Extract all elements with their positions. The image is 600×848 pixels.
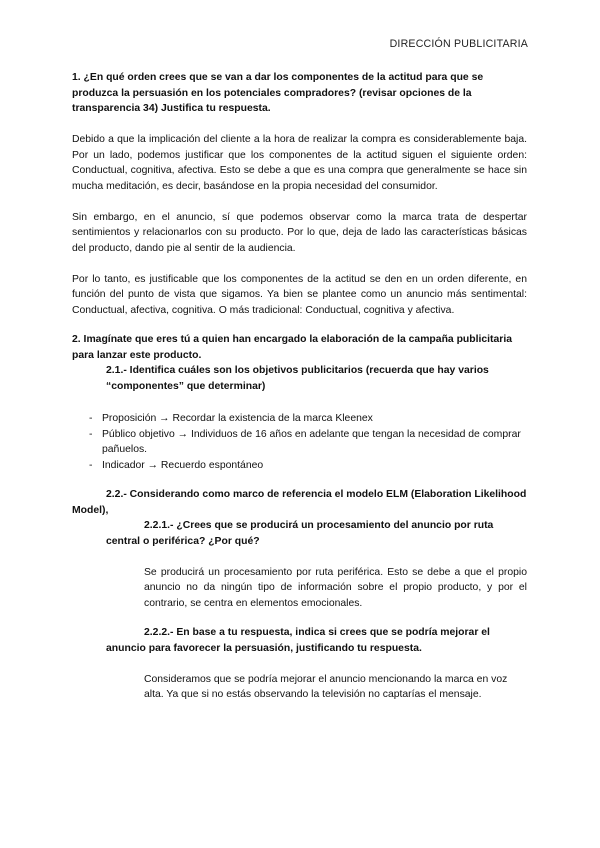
dash-bullet-icon: -: [89, 459, 93, 471]
question-1: 1. ¿En qué orden crees que se van a dar los componentes de la actitud para que se produzca la persuasión en los potenciales compradores? (revisar opciones de la transparencia 34) Justifica tu respuesta.: [72, 72, 484, 114]
list-item: [72, 458, 527, 474]
section-2-2-heading: 2.2.- Considerando como marco de referencia el modelo ELM (Elaboration Likelihood Model),: [72, 489, 527, 516]
document-body: [72, 70, 527, 703]
dash-bullet-icon: -: [89, 428, 93, 440]
dash-bullet-icon: -: [89, 413, 93, 424]
answer-1-paragraph-3: Por lo tanto, es justificable que los componentes de la actitud se den en un orden diferente, en función del punto de vista que sigamos. Ya bien se plantee como un anuncio más sentimental: Conductual, afectiva, cognitiva. O más tradicional: Conductual, cognitiva y afectiva.: [72, 273, 527, 316]
list-item: [72, 411, 527, 427]
page-header: DIRECCIÓN PUBLICITARIA: [389, 38, 528, 50]
answer-1-paragraph-2: Sin embargo, en el anuncio, sí que podemos observar como la marca trata de despertar sentimientos y relacionarlos con su producto. Por lo que, deja de lado las características básicas del producto, dando pie al sentir de la audiencia.: [72, 211, 527, 254]
section-2-2-1-answer: Se producirá un procesamiento por ruta periférica. Esto se debe a que el propio anuncio no da ningún tipo de información sobre el propio producto, y por el contrario, se centra en elementos emocionales.: [144, 566, 527, 609]
question-2: 2. Imagínate que eres tú a quien han encargado la elaboración de la campaña publicitaria para lanzar este producto.: [72, 334, 513, 361]
list-item-text: Público objetivo → Individuos de 16 años en adelante que tengan la necesidad de comprar pañuelos.: [102, 428, 521, 455]
list-item-text: Indicador → Recuerdo espontáneo: [102, 459, 264, 471]
list-item: [72, 427, 527, 458]
list-item-text: Proposición → Recordar la existencia de la marca Kleenex: [102, 413, 373, 424]
objectives-list: [72, 411, 527, 473]
answer-1-paragraph-1: Debido a que la implicación del cliente a la hora de realizar la compra es considerablemente baja. Por un lado, podemos justificar que los componentes de la actitud siguen el siguiente orden: Conductual, cognitiva, afectiva. Esto se debe a que es una compra que generalmente se hace sin mucha meditación, es decir, basándose en la propia necesidad del consumidor.: [72, 134, 527, 192]
section-2-2-2-answer: Consideramos que se podría mejorar el anuncio mencionando la marca en voz alta. Ya que si no estás observando la televisión no captarías el mensaje.: [144, 673, 508, 700]
section-2-2-1-heading: 2.2.1.- ¿Crees que se producirá un procesamiento del anuncio por ruta central o periférica? ¿Por qué?: [106, 520, 494, 547]
section-2-1-heading: 2.1.- Identifica cuáles son los objetivos publicitarios (recuerda que hay varios “componentes” que determinar): [106, 365, 489, 392]
section-2-2-2-heading: 2.2.2.- En base a tu respuesta, indica si crees que se podría mejorar el anuncio para favorecer la persuasión, justificando tu respuesta.: [106, 627, 490, 654]
